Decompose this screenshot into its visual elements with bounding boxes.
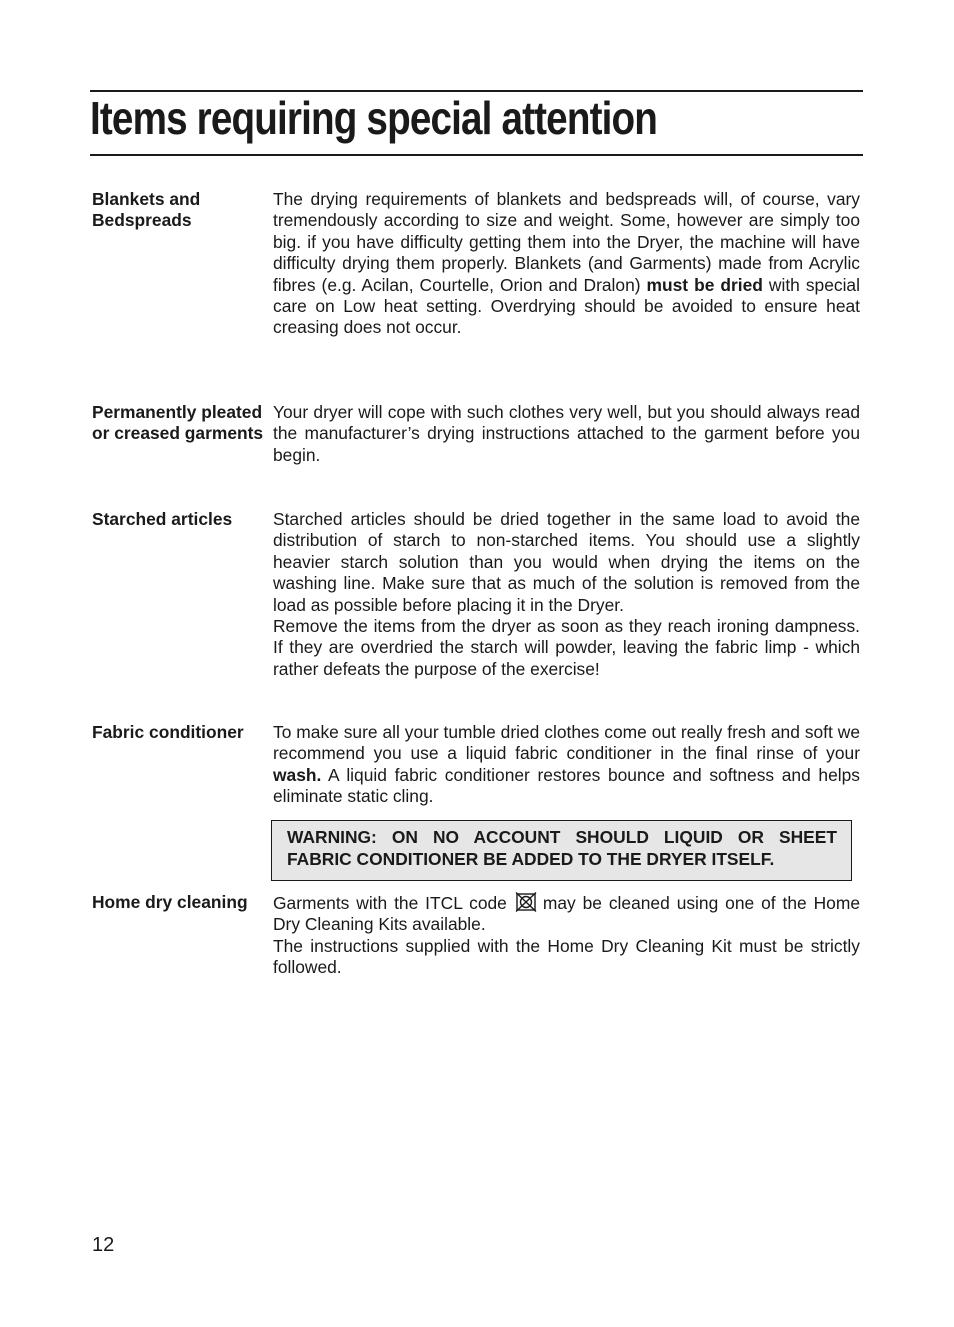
section-label: Blankets and Bedspreads [92,189,201,231]
section-text: A liquid fabric conditioner restores bounce and softness and helps eliminate static cling. [273,764,860,807]
title-rule-bottom [90,154,863,156]
bold-emphasis: must be dried [646,274,763,295]
page-title: Items requiring special attention [90,92,658,144]
warning-box [271,820,852,881]
page-number: 12 [92,1234,115,1256]
section-label: Home dry cleaning [92,892,248,912]
section-paragraph [273,892,860,936]
section-body [273,189,860,339]
section-text: The drying requirements of blankets and bedspreads will, of course, vary tremendously according to size and weight. Some, however are simply too big. if you have difficulty getting them into the Dryer, the machine will have difficulty drying them properly. Blankets (and Garments) made from Acrylic fibres (e.g. Acilan, Courtelle, Orion and Dralon) [273,189,860,295]
section-paragraph: Your dryer will cope with such clothes very well, but you should always read the manufacturer’s drying instructions attached to the garment before you begin. [273,402,860,465]
section-body [273,892,860,979]
warning-line: WARNING: ON NO ACCOUNT SHOULD LIQUID OR SHEET [287,827,837,847]
warning-line: FABRIC CONDITIONER BE ADDED TO THE DRYER ITSELF. [287,849,775,869]
section-body [273,509,860,680]
section-paragraph: The instructions supplied with the Home Dry Cleaning Kit must be strictly followed. [273,935,860,978]
section-body [273,402,860,466]
section-body [273,722,860,808]
section-paragraph [273,189,860,339]
itcl-no-tumble-dry-icon [515,892,537,912]
section-label: Permanently pleated or creased garments [92,402,264,444]
section-text: To make sure all your tumble dried clothes come out really fresh and soft we recommend you use a liquid fabric conditioner in the final rinse of your [273,722,860,764]
section-text: Garments with the ITCL code [273,893,507,913]
section-paragraph [273,722,860,808]
section-text: may be cleaned using one of the Home Dry Cleaning Kits available. [273,893,860,935]
section-text: with special care on Low heat setting. Overdrying should be avoided to ensure heat creasing does not occur. [273,274,860,338]
section-paragraph: Starched articles should be dried together in the same load to avoid the distribution of starch to non-starched items. You should use a slightly heavier starch solution than you would when drying the items on the washing line. Make sure that as much of the solution is removed from the load as possible before placing it in the Dryer. [273,509,860,615]
section-paragraph: Remove the items from the dryer as soon as they reach ironing dampness. If they are overdried the starch will powder, leaving the fabric limp - which rather defeats the purpose of the exercise! [273,616,860,679]
section-label: Starched articles [92,509,233,529]
section-label: Fabric conditioner [92,722,244,742]
bold-emphasis: wash. [273,764,322,785]
